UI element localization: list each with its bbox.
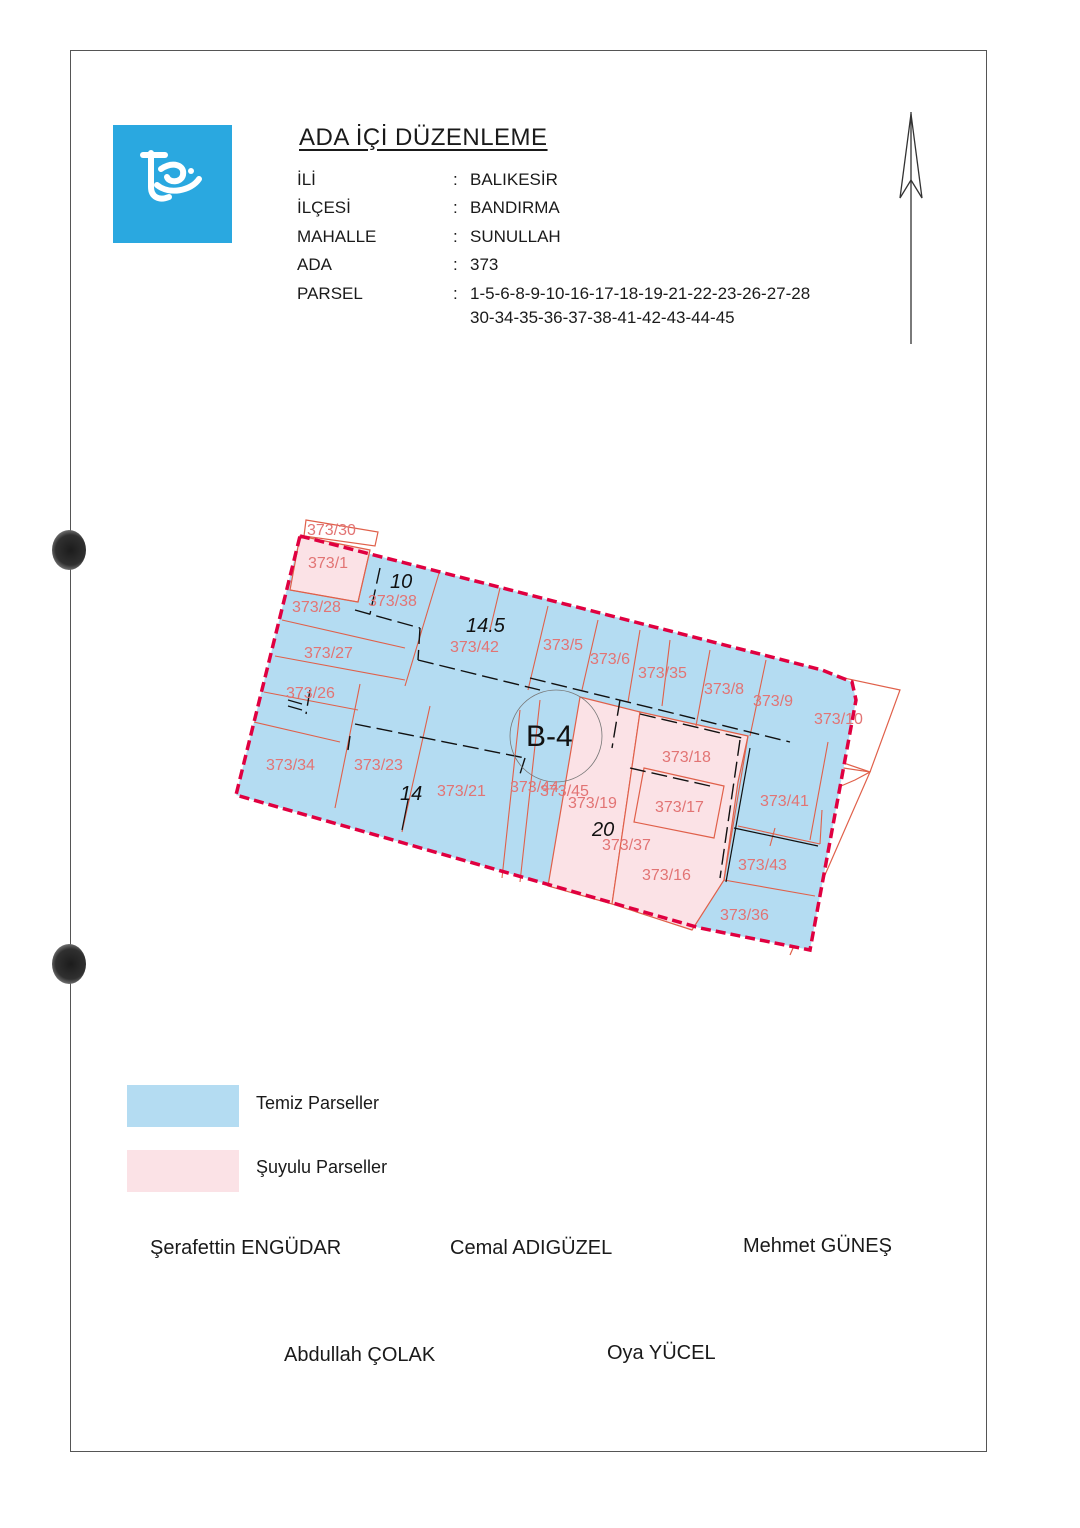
signatory-name: Cemal ADIGÜZEL (450, 1237, 613, 1259)
info-separator: : (453, 255, 458, 274)
info-separator: : (453, 284, 458, 303)
parcel-label: 373/27 (304, 645, 353, 662)
info-value: SUNULLAH (470, 227, 561, 246)
info-label: MAHALLE (297, 227, 377, 246)
parcel-label: 373/5 (543, 637, 584, 654)
legend-label-clean: Temiz Parseller (256, 1093, 380, 1113)
municipality-logo (113, 125, 232, 243)
parcel-label: 373/26 (286, 685, 335, 702)
legend-label-problem: Şuyulu Parseller (256, 1157, 388, 1177)
punch-hole (52, 944, 86, 984)
legend-swatch-clean (127, 1085, 239, 1127)
info-label: PARSEL (297, 284, 363, 303)
info-label: İLÇESİ (297, 198, 351, 217)
legend-swatch-problem (127, 1150, 239, 1192)
info-value: 373 (470, 255, 499, 274)
parcel-label: 373/45 (540, 783, 589, 800)
parcel-label: 373/6 (590, 651, 631, 668)
parcel-label: 373/34 (266, 757, 315, 774)
dimension-label: 14 (400, 783, 423, 805)
info-value: 1-5-6-8-9-10-16-17-18-19-21-22-23-26-27-28 (470, 284, 811, 303)
info-label: ADA (297, 255, 332, 274)
parcel-label: 373/1 (308, 555, 349, 572)
dimension-label: 14.5 (466, 615, 505, 637)
info-value: BANDIRMA (470, 198, 560, 217)
parcel-label: 373/17 (655, 799, 704, 816)
parcel-label: 373/30 (307, 522, 356, 539)
info-separator: : (453, 227, 458, 246)
punch-hole (52, 530, 86, 570)
parcel-label: 373/9 (753, 693, 794, 710)
parcel-label: 373/37 (602, 837, 651, 854)
dimension-label: 20 (592, 819, 615, 841)
info-separator: : (453, 170, 458, 189)
parcel-label: 373/41 (760, 793, 809, 810)
parcel-label: 373/35 (638, 665, 687, 682)
dimension-label: 10 (390, 571, 413, 593)
info-value: BALIKESİR (470, 170, 558, 189)
parcel-label: 373/44 (510, 779, 559, 796)
block-label: B-4 (526, 720, 573, 753)
signatory-name: Oya YÜCEL (607, 1342, 716, 1364)
signatory-name: Şerafettin ENGÜDAR (150, 1237, 342, 1259)
parcel-label: 373/16 (642, 867, 691, 884)
north-arrow-icon (895, 112, 927, 352)
parcel-label: 373/10 (814, 711, 863, 728)
signatory-name: Mehmet GÜNEŞ (743, 1235, 892, 1257)
parcel-label: 373/18 (662, 749, 711, 766)
info-label: İLİ (297, 170, 316, 189)
page-title: ADA İÇİ DÜZENLEME (299, 124, 548, 151)
parcel-label: 373/38 (368, 593, 417, 610)
parcel-label: 373/36 (720, 907, 769, 924)
parcel-label: 373/8 (704, 681, 745, 698)
info-separator: : (453, 198, 458, 217)
parsel-continuation: 30-34-35-36-37-38-41-42-43-44-45 (470, 308, 735, 327)
parcel-label: 373/23 (354, 757, 403, 774)
parcel-label: 373/42 (450, 639, 499, 656)
parcel-label: 373/43 (738, 857, 787, 874)
signatory-name: Abdullah ÇOLAK (284, 1344, 436, 1366)
parcel-label: 373/21 (437, 783, 486, 800)
parcel-map (230, 510, 910, 965)
parcel-label: 373/19 (568, 795, 617, 812)
parcel-label: 373/28 (292, 599, 341, 616)
